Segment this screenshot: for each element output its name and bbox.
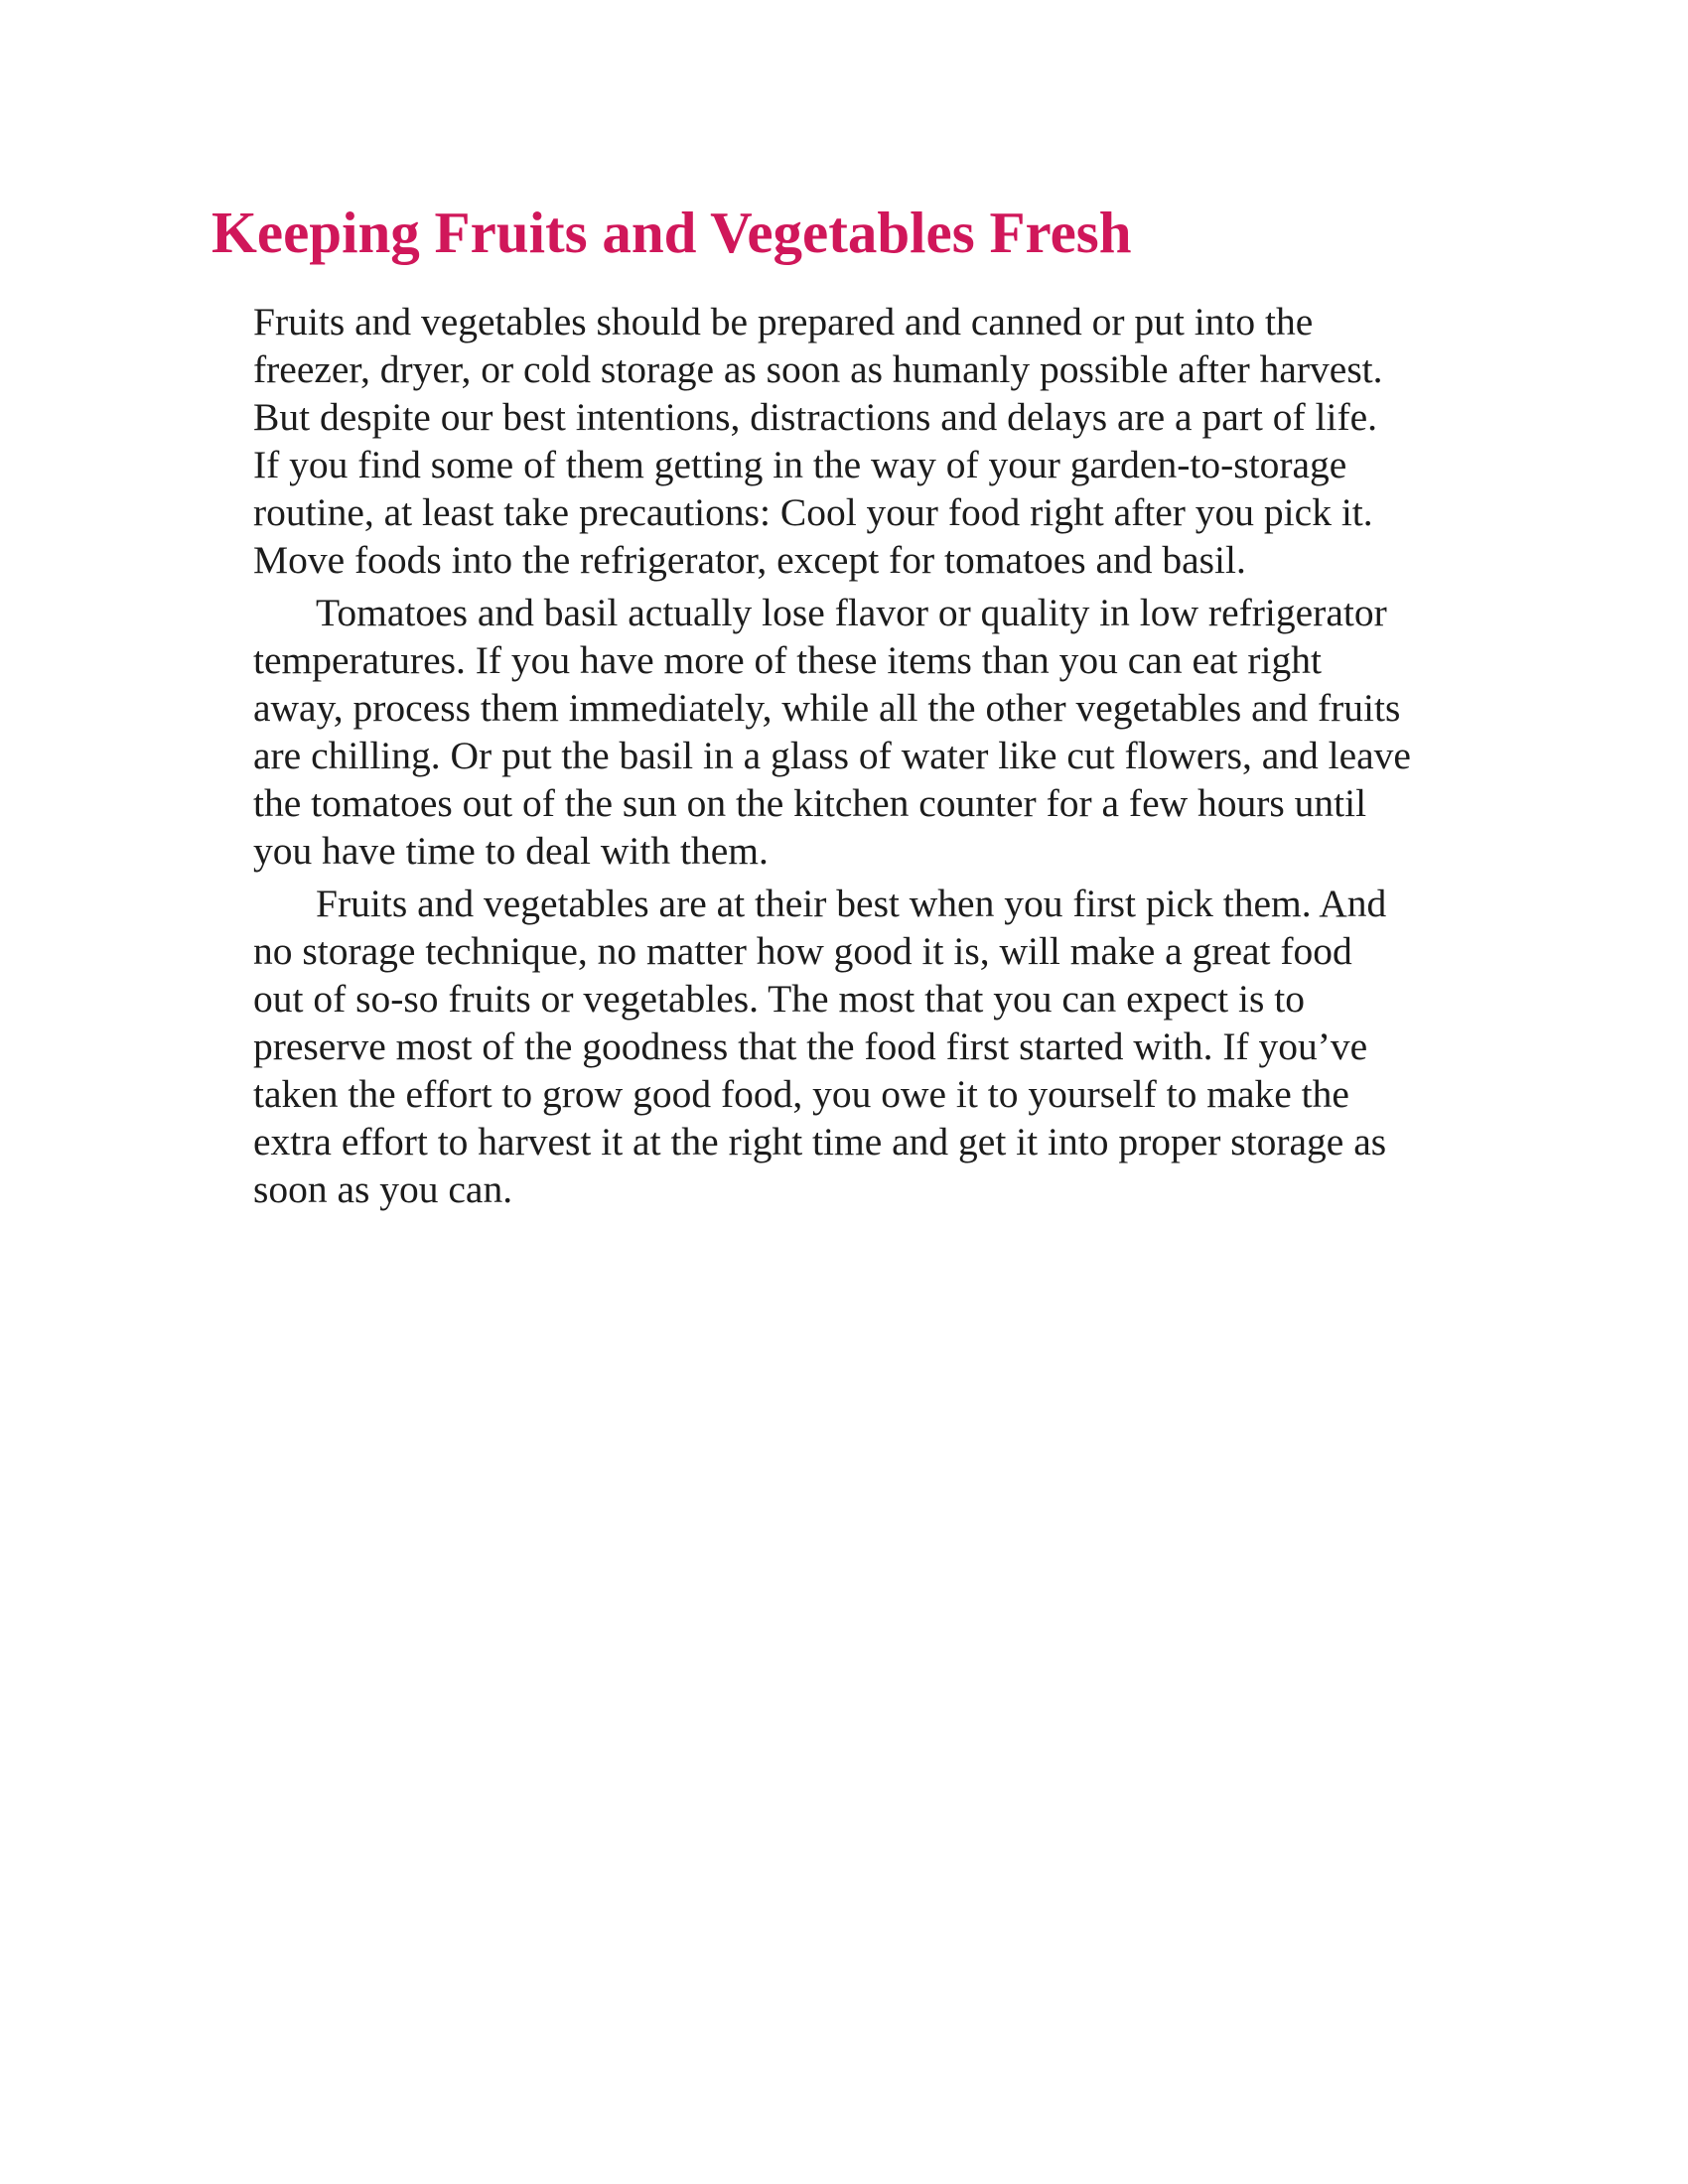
text-line: the tomatoes out of the sun on the kitchen counter for a few hours until [253, 781, 1367, 825]
text-line: Fruits and vegetables should be prepared and canned or put into the [253, 300, 1314, 343]
text-line: Fruits and vegetables are at their best when you first pick them. And [316, 882, 1387, 925]
text-line: taken the effort to grow good food, you owe it to yourself to make the [253, 1072, 1349, 1116]
text-line: Tomatoes and basil actually lose flavor or quality in low refrigerator [316, 591, 1387, 634]
text-line: out of so-so fruits or vegetables. The most that you can expect is to [253, 977, 1305, 1021]
text-line: away, process them immediately, while all the other vegetables and fruits [253, 686, 1401, 730]
text-line: you have time to deal with them. [253, 829, 769, 873]
paragraph-3 [253, 880, 1504, 1213]
paragraph-2 [253, 589, 1504, 875]
text-line: If you find some of them getting in the way of your garden-to-storage [253, 443, 1347, 486]
text-line: But despite our best intentions, distractions and delays are a part of life. [253, 395, 1378, 439]
text-line: are chilling. Or put the basil in a glass of water like cut flowers, and leave [253, 734, 1411, 777]
text-line: temperatures. If you have more of these items than you can eat right [253, 638, 1322, 682]
text-line: soon as you can. [253, 1167, 513, 1211]
text-line: extra effort to harvest it at the right time and get it into proper storage as [253, 1120, 1387, 1163]
body-text [253, 298, 1504, 1218]
section-heading: Keeping Fruits and Vegetables Fresh [211, 200, 1132, 265]
paragraph-1 [253, 298, 1504, 584]
text-line: routine, at least take precautions: Cool your food right after you pick it. [253, 490, 1373, 534]
text-line: preserve most of the goodness that the food first started with. If you’ve [253, 1024, 1368, 1068]
text-line: freezer, dryer, or cold storage as soon as humanly possible after harvest. [253, 347, 1383, 391]
text-line: no storage technique, no matter how good it is, will make a great food [253, 929, 1352, 973]
text-line: Move foods into the refrigerator, except for tomatoes and basil. [253, 538, 1246, 582]
